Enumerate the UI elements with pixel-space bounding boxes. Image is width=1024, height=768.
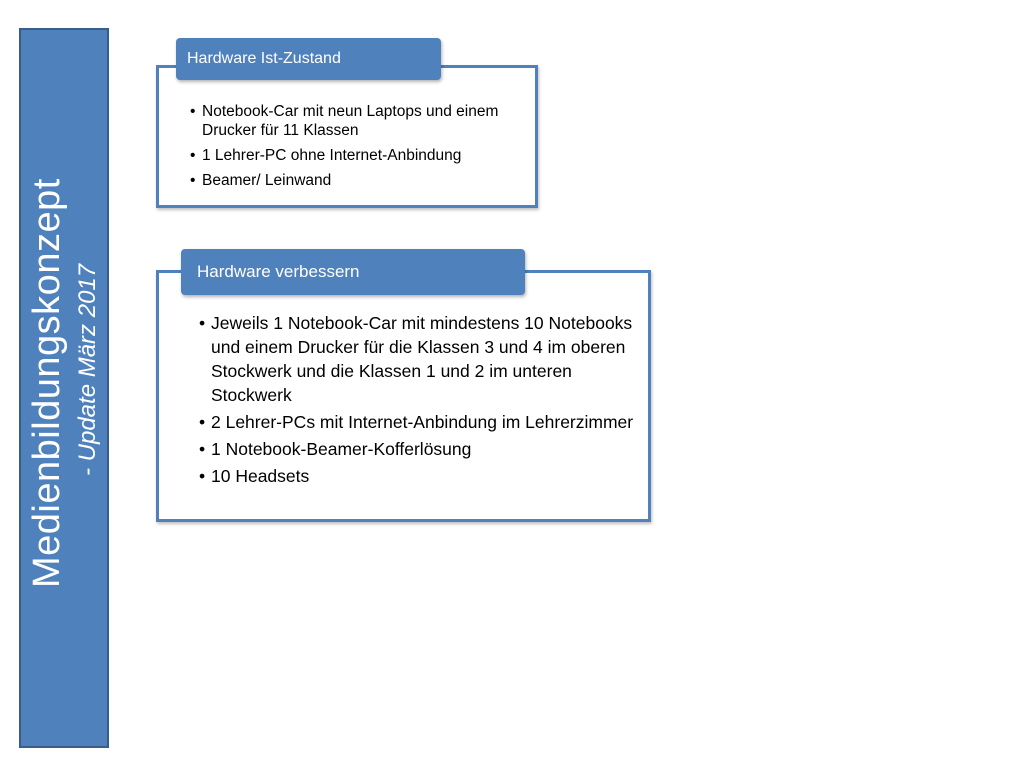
slide-subtitle: - Update März 2017: [74, 263, 101, 476]
list-item: • 1 Lehrer-PC ohne Internet-Anbindung: [190, 146, 530, 165]
improvements-box: [156, 270, 651, 522]
list-item: • 2 Lehrer-PCs mit Internet-Anbindung im Lehrerzimmer: [199, 410, 639, 434]
improvements-list: [199, 311, 639, 491]
current-state-heading: Hardware Ist-Zustand: [176, 38, 441, 80]
list-item: • 1 Notebook-Beamer-Kofferlösung: [199, 437, 639, 461]
list-item: • Notebook-Car mit neun Laptops und einem Drucker für 11 Klassen: [190, 102, 530, 140]
slide-title: Medienbildungskonzept: [26, 178, 68, 588]
improvements-heading: Hardware verbessern: [181, 249, 525, 295]
list-item: • 10 Headsets: [199, 464, 639, 488]
current-state-list: [190, 102, 530, 196]
list-item: • Jeweils 1 Notebook-Car mit mindestens 10 Notebooks und einem Drucker für die Klassen 3 und 4 im oberen Stockwerk und die Klassen 1 und 2 im unteren Stockwerk: [199, 311, 639, 407]
title-bar: [19, 28, 109, 748]
title-text-group: [25, 38, 103, 738]
current-state-box: [156, 65, 538, 208]
list-item: • Beamer/ Leinwand: [190, 171, 530, 190]
